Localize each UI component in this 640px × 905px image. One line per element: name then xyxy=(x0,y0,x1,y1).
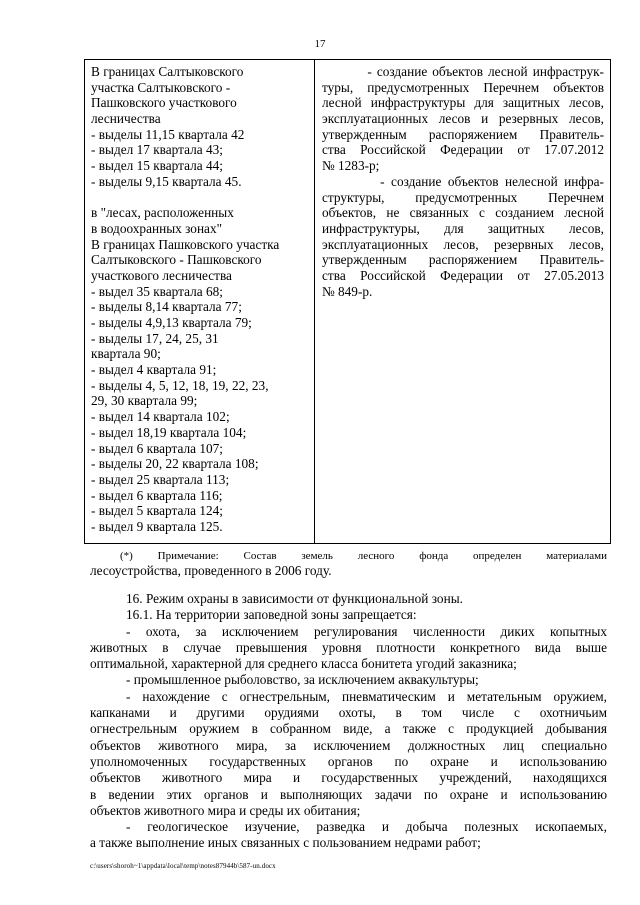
table-left-line: - выдел 25 квартала 113; xyxy=(91,471,230,487)
table-right-line: объектов, не связанных с созданием лесной xyxy=(322,205,604,221)
table-left-line: Пашковского участкового xyxy=(91,95,237,111)
body-line: объектов животного мира и среды их обитания; xyxy=(90,802,361,818)
table-left-line: Салтыковского - Пашковского xyxy=(91,252,262,268)
table-left-line: в "лесах, расположенных xyxy=(91,205,234,221)
table-left-line: в водоохранных зонах" xyxy=(91,220,223,236)
table-left-line: - выделы 17, 24, 25, 31 xyxy=(91,330,219,346)
page-number: 17 xyxy=(314,38,326,50)
table-left-line: - выдел 9 квартала 125. xyxy=(91,518,223,534)
table-right-line: утвержденным распоряжением Правитель- xyxy=(322,252,604,268)
table-left-line: участка Салтыковского - xyxy=(91,79,231,95)
table-left-line: В границах Пашковского участка xyxy=(91,236,280,252)
table-left-line: - выделы 9,15 квартала 45. xyxy=(91,173,242,189)
body-line: животных в случае превышения уровня плотности конкретного вида выше xyxy=(90,639,607,655)
body-line: в ведении этих органов и выполняющих задачи по охране и использованию xyxy=(90,786,607,802)
body-line: - нахождение с огнестрельным, пневматическим и метательным оружием, xyxy=(126,688,607,704)
table-left-line: - выдел 6 квартала 107; xyxy=(91,440,223,456)
table-right-line: - создание объектов лесной инфраструк- xyxy=(322,64,604,79)
table-left-line: - выдел 6 квартала 116; xyxy=(91,487,223,503)
table-right-line: эксплуатационных лесов и резервных лесов, xyxy=(322,111,604,127)
table-left-line: - выдел 4 квартала 91; xyxy=(91,362,217,378)
table-right-line: утвержденным распоряжением Правитель- xyxy=(322,126,604,142)
table-left-line: - выдел 5 квартала 124; xyxy=(91,503,223,519)
zone-table xyxy=(84,59,611,544)
table-right-line: структуры, предусмотренных Перечнем xyxy=(322,189,604,205)
table-left-line: В границах Салтыковского xyxy=(91,64,244,79)
table-right-line: ства Российской Федерации от 17.07.2012 xyxy=(322,142,604,158)
body-line: капканами и другими орудиями охоты, в том числе с охотничьим xyxy=(90,705,607,721)
table-left-line: - выдел 18,19 квартала 104; xyxy=(91,424,247,440)
table-left-line xyxy=(91,190,310,206)
table-left-line: - выдел 14 квартала 102; xyxy=(91,409,230,425)
table-right-line: ства Российской Федерации от 27.05.2013 xyxy=(322,267,604,283)
table-left-line: 29, 30 квартала 99; xyxy=(91,393,198,409)
footnote-line: (*) Примечание: Состав земель лесного фонда определен материалами xyxy=(120,550,607,562)
table-right-line: эксплуатационных лесов, резервных лесов, xyxy=(322,236,604,252)
table-left-line: - выделы 4,9,13 квартала 79; xyxy=(91,315,252,330)
body-line: огнестрельным оружием в собранном виде, а также с продукцией добывания xyxy=(90,721,607,737)
body-line: оптимальной, характерной для среднего класса бонитета угодий заказника; xyxy=(90,656,517,672)
table-right-column xyxy=(315,60,610,543)
footnote xyxy=(90,549,607,579)
body-line: объектов животного мира, за исключением должностных лиц специально xyxy=(90,737,607,753)
table-right-line: № 1283-р; xyxy=(322,158,380,174)
body-line: - охота, за исключением регулирования численности диких копытных xyxy=(126,623,607,639)
table-left-line: лесничества xyxy=(91,111,161,127)
table-right-line: туры, предусмотренных Перечнем объектов xyxy=(322,79,604,95)
table-left-line: квартала 90; xyxy=(91,346,161,362)
body-line: 16.1. На территории заповедной зоны запрещается: xyxy=(126,607,417,623)
table-left-line: - выдел 15 квартала 44; xyxy=(91,158,223,174)
table-right-line: лесной инфраструктуры для защитных лесов, xyxy=(322,95,604,111)
table-left-line: - выделы 4, 5, 12, 18, 19, 22, 23, xyxy=(91,377,269,393)
table-right-line: № 849-р. xyxy=(322,283,373,299)
table-left-line: - выделы 11,15 квартала 42 xyxy=(91,126,245,142)
footer-file-path: c:\users\shoroh~1\appdata\local\temp\notes87944b\587-un.docx xyxy=(90,862,276,870)
table-left-line: - выделы 8,14 квартала 77; xyxy=(91,299,242,315)
body-line: объектов животного мира и государственных учреждений, находящихся xyxy=(90,770,607,786)
body-line: - промышленное рыболовство, за исключением аквакультуры; xyxy=(126,672,479,688)
body-line: 16. Режим охраны в зависимости от функциональной зоны. xyxy=(126,591,463,606)
table-left-line: - выдел 17 квартала 43; xyxy=(91,142,223,158)
table-left-line: - выделы 20, 22 квартала 108; xyxy=(91,456,259,472)
body-line: а также выполнение иных связанных с пользованием недрами работ; xyxy=(90,835,481,851)
table-left-line: участкового лесничества xyxy=(91,267,232,283)
body-text xyxy=(90,591,607,852)
table-left-line: - выдел 35 квартала 68; xyxy=(91,283,223,299)
body-line: уполномоченных государственных органов по охране и использованию xyxy=(90,753,607,769)
table-right-line: - создание объектов нелесной инфра- xyxy=(322,173,604,189)
table-right-line: инфраструктуры, для защитных лесов, xyxy=(322,220,604,236)
body-line: - геологическое изучение, разведка и добыча полезных ископаемых, xyxy=(126,819,607,835)
footnote-line: лесоустройства, проведенного в 2006 году. xyxy=(90,563,332,578)
table-left-column xyxy=(85,60,315,543)
